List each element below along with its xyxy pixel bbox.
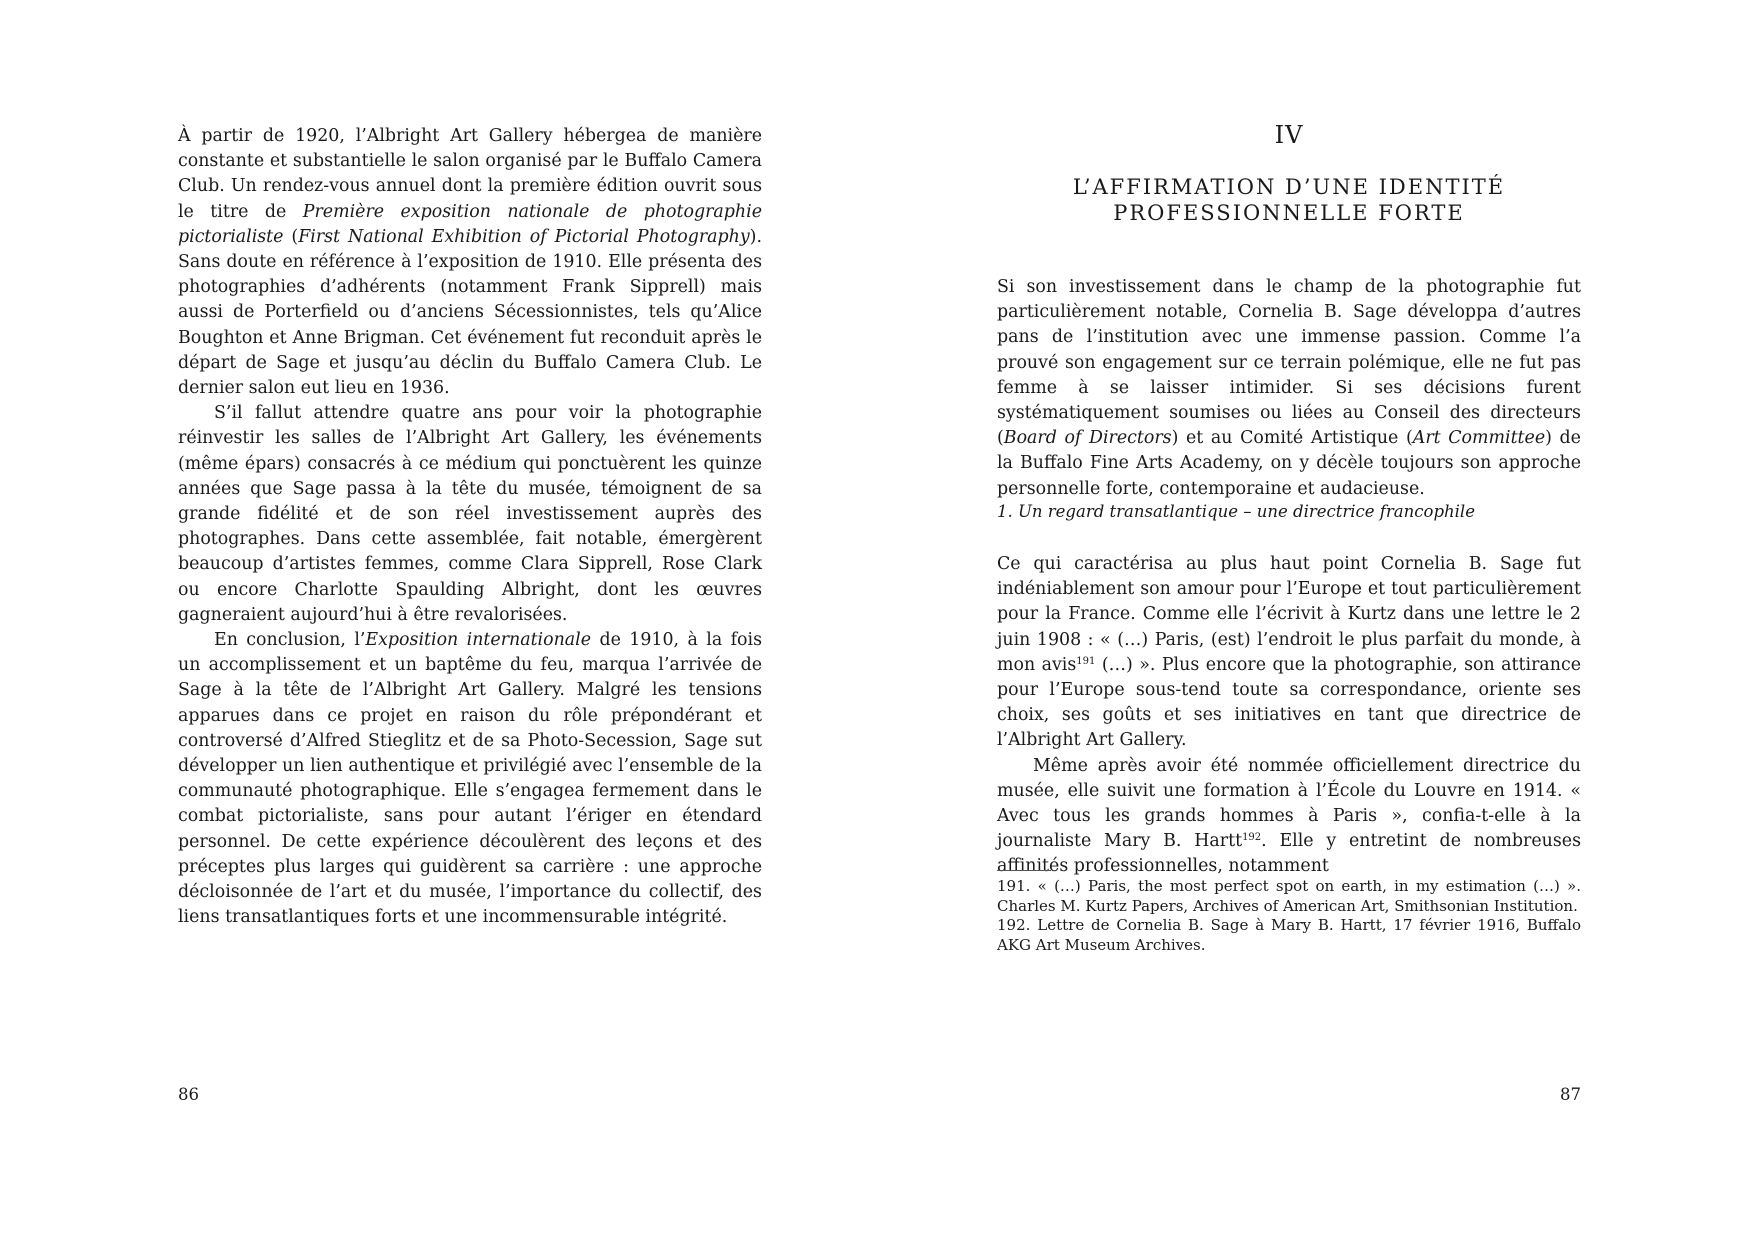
chapter-number: IV (1274, 121, 1304, 149)
paragraph: Ce qui caractérisa au plus haut point Cornelia B. Sage fut indéniablement son amour pour l’Europe et tout particulièrement pour la France. Comme elle l’écrivit à Kurtz dans une lettre le 2 juin 1908 : « (…) Paris, (est) l’endroit le plus parfait du monde, à mon avis$^{191}$ (…) ». Plus encore que la photographie, son attirance pour l’Europe sous-tend toute sa correspondance, oriente ses choix, ses goûts et ses initiatives en tant que directrice de l’Albright Art Gallery. (997, 554, 1581, 751)
footnote-192: 192. Lettre de Cornelia B. Sage à Mary B. Hartt, 17 février 1916, Buffalo AKG Art Museum Archives. (997, 916, 1581, 954)
footnotes (997, 877, 1581, 955)
page-number: 86 (178, 1085, 199, 1104)
section-heading: 1. Un regard transatlantique – une directrice francophile (997, 502, 1475, 521)
chapter-title (997, 174, 1581, 226)
section-text-block (997, 552, 1581, 880)
footnote-ref: 192 (1242, 832, 1262, 844)
left-text-block (178, 124, 762, 931)
paragraph: Si son investissement dans le champ de la photographie fut particulièrement notable, Cornelia B. Sage développa d’autres pans de l’institution avec une immense passion. Comme l’a prouvé son engagement sur ce terrain polémique, elle ne fut pas femme à se laisser intimider. Si ses décisions furent systématiquement soumises ou liées au Conseil des directeurs (Board of Directors) et au Comité Artistique (Art Committee) de la Buffalo Fine Arts Academy, on y décèle toujours son approche personnelle forte, contemporaine et audacieuse. (997, 277, 1581, 499)
paragraph: Même après avoir été nommée officiellement directrice du musée, elle suivit une formation à l’École du Louvre en 1914. « Avec tous les grands hommes à Paris », confia-t-elle à la journaliste Mary B. Hartt$^{192}$. Elle y entretint de nombreuses affinités professionnelles, notamment (997, 755, 1581, 877)
chapter-title-line: L’AFFIRMATION D’UNE IDENTITÉ (1072, 175, 1506, 199)
footnote-ref: 191 (1076, 655, 1096, 667)
right-page (874, 0, 1748, 1240)
paragraph: À partir de 1920, l’Albright Art Gallery hébergea de manière constante et substantielle le salon organisé par le Buffalo Camera Club. Un rendez-vous annuel dont la première édition ouvrit sous le titre de Première exposition nationale de photographie pictorialiste (First National Exhibition of Pictorial Photography). Sans doute en référence à l’exposition de 1910. Elle présenta des photographies d’adhérents (notamment Frank Sipprell) mais aussi de Porterfield ou d’anciens Sécessionnistes, tels qu’Alice Boughton et Anne Brigman. Cet événement fut reconduit après le départ de Sage et jusqu’au déclin du Buffalo Camera Club. Le dernier salon eut lieu en 1936. (178, 126, 762, 399)
footnote-rule (997, 870, 1051, 871)
page-number: 87 (1560, 1085, 1581, 1104)
chapter-title-line: PROFESSIONNELLE FORTE (1113, 201, 1465, 225)
footnote-191: 191. « (…) Paris, the most perfect spot on earth, in my estimation (…) ». Charles M. Kurtz Papers, Archives of American Art, Smithsonian Institution. (997, 877, 1581, 915)
paragraph: En conclusion, l’Exposition internationale de 1910, à la fois un accomplissement et un baptême du feu, marqua l’arrivée de Sage à la tête de l’Albright Art Gallery. Malgré les tensions apparues dans ce projet en raison du rôle prépondérant et controversé d’Alfred Stieglitz et de sa Photo-Secession, Sage sut développer un lien authentique et privilégié avec l’ensemble de la communauté photographique. Elle s’engagea fermement dans le combat pictorialiste, sans pour autant l’ériger en étendard personnel. De cette expérience découlèrent des leçons et des préceptes plus larges qui guidèrent sa carrière : une approche décloisonnée de l’art et du musée, l’importance du collectif, des liens transatlantiques forts et une incommensurable intégrité. (178, 630, 763, 928)
paragraph: S’il fallut attendre quatre ans pour voir la photographie réinvestir les salles de l’Albright Art Gallery, les événements (même épars) consacrés à ce médium qui ponctuèrent les quinze années que Sage passa à la tête du musée, témoignent de sa grande fidélité et de son réel investissement auprès des photographes. Dans cette assemblée, fait notable, émergèrent beaucoup d’artistes femmes, comme Clara Sipprell, Rose Clark ou encore Charlotte Spaulding Albright, dont les œuvres gagneraient aujourd’hui à être revalorisées. (178, 403, 762, 625)
intro-text-block (997, 275, 1581, 502)
